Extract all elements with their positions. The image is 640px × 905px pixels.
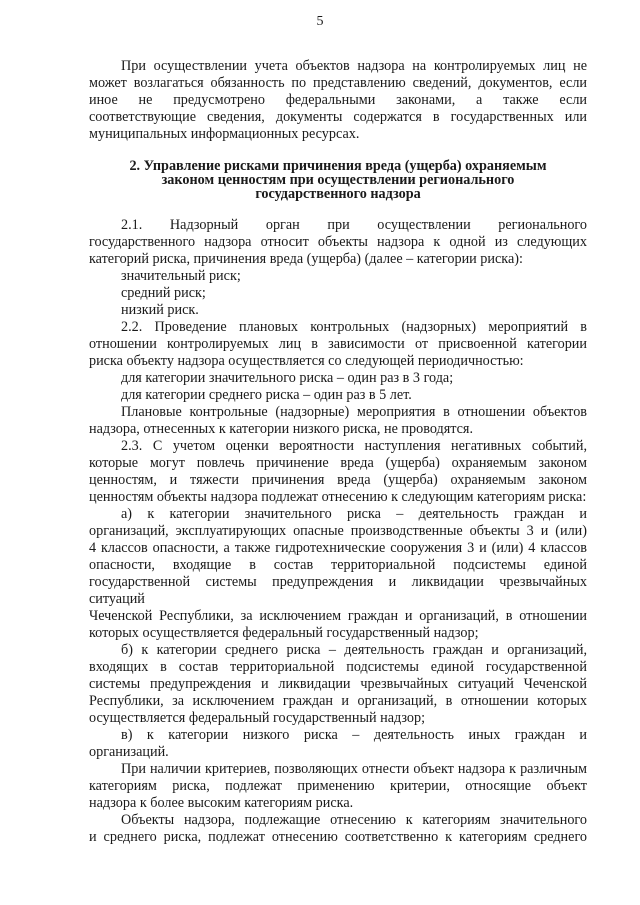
periodicity-list bbox=[89, 370, 587, 404]
document-body bbox=[89, 58, 587, 846]
text-line: Плановые контрольные (надзорные) мероприятия в отношении объектов bbox=[121, 404, 587, 420]
text-line: 4 классов опасности, а также гидротехнические сооружения 3 и (или) 4 классов bbox=[89, 540, 587, 556]
text-line: 2.1. Надзорный орган при осуществлении регионального bbox=[121, 217, 587, 233]
low-risk-note bbox=[89, 404, 587, 438]
risk-category-list bbox=[89, 268, 587, 319]
heading-line: 2. Управление рисками причинения вреда (ущерба) охраняемым bbox=[129, 158, 547, 174]
text-line: отношении контролируемых лиц в зависимости от присвоенной категории bbox=[89, 336, 587, 352]
text-line: Чеченской Республики, за исключением граждан и организаций, в отношении bbox=[89, 608, 587, 624]
text-line: в) к категории низкого риска – деятельность иных граждан и bbox=[121, 727, 587, 743]
text-line: опасности, входящие в состав территориальной подсистемы единой bbox=[89, 557, 587, 573]
criteria-note bbox=[89, 761, 587, 812]
text-line: 2.2. Проведение плановых контрольных (надзорных) мероприятий в bbox=[121, 319, 587, 335]
text-line: иное не предусмотрено федеральными законами, а также если bbox=[89, 92, 587, 108]
text-line: ценностям, и тяжести причинения вреда (ущерба) охраняемым законом bbox=[89, 472, 587, 488]
heading-line: законом ценностям при осуществлении регионального bbox=[161, 172, 515, 188]
text-line: 2.3. С учетом оценки вероятности наступления негативных событий, bbox=[121, 438, 587, 454]
text-line: осуществляется федеральный государственный надзор; bbox=[89, 710, 426, 726]
text-line: Республики, за исключением граждан и организаций, в отношении которых bbox=[89, 693, 587, 709]
list-item: для категории среднего риска – один раз в 5 лет. bbox=[121, 387, 412, 403]
intro-paragraph bbox=[89, 58, 587, 143]
text-line: которые могут повлечь причинение вреда (ущерба) охраняемым законом bbox=[89, 455, 587, 471]
text-line: Объекты надзора, подлежащие отнесению к категориям значительного bbox=[121, 812, 587, 828]
item-c bbox=[89, 727, 587, 761]
text-line: организаций. bbox=[89, 744, 169, 760]
section-heading bbox=[89, 159, 587, 201]
text-line: которых осуществляется федеральный государственный надзор; bbox=[89, 625, 479, 641]
paragraph-2-2 bbox=[89, 319, 587, 370]
text-line: государственной системы предупреждения и ликвидации чрезвычайных ситуаций bbox=[89, 574, 587, 607]
text-line: системы предупреждения и ликвидации чрезвычайных ситуаций Чеченской bbox=[89, 676, 587, 692]
text-line: категориям риска, подлежат применению критерии, относящие объект bbox=[89, 778, 587, 794]
text-line: ценностям объекты надзора подлежат отнесению к следующим категориям риска: bbox=[89, 489, 587, 505]
item-b bbox=[89, 642, 587, 727]
text-line: При осуществлении учета объектов надзора на контролируемых лиц не bbox=[121, 58, 587, 74]
item-a bbox=[89, 506, 587, 642]
text-line: а) к категории значительного риска – деятельность граждан и bbox=[121, 506, 587, 522]
list-item: значительный риск; bbox=[121, 268, 241, 284]
text-line: государственного надзора относит объекты надзора к одной из следующих bbox=[89, 234, 587, 250]
heading-line: государственного надзора bbox=[255, 186, 421, 202]
list-item: для категории значительного риска – один раз в 3 года; bbox=[121, 370, 454, 386]
text-line: входящих в состав территориальной подсистемы единой государственной bbox=[89, 659, 587, 675]
text-line: При наличии критериев, позволяющих отнести объект надзора к различным bbox=[121, 761, 587, 777]
text-line: соответствующие сведения, документы содержатся в государственных или bbox=[89, 109, 587, 125]
text-line: муниципальных информационных ресурсах. bbox=[89, 126, 360, 142]
list-item: низкий риск. bbox=[121, 302, 199, 318]
page-number: 5 bbox=[316, 14, 324, 29]
text-line: надзора к более высоким категориям риска. bbox=[89, 795, 354, 811]
paragraph-2-3 bbox=[89, 438, 587, 506]
text-line: риска объекту надзора осуществляется со следующей периодичностью: bbox=[89, 353, 524, 369]
text-line: категорий риска, причинения вреда (ущерба) (далее – категории риска): bbox=[89, 251, 523, 267]
text-line: б) к категории среднего риска – деятельность граждан и организаций, bbox=[121, 642, 587, 658]
paragraph-2-1 bbox=[89, 217, 587, 268]
text-line: организаций, эксплуатирующих опасные производственные объекты 3 и (или) bbox=[89, 523, 587, 539]
text-line: надзора, отнесенных к категории низкого риска, не проводятся. bbox=[89, 421, 473, 437]
final-paragraph bbox=[89, 812, 587, 846]
text-line: и среднего риска, подлежат отнесению соответственно к категориям среднего bbox=[89, 829, 587, 845]
text-line: может возлагаться обязанность по представлению сведений, документов, если bbox=[89, 75, 587, 91]
list-item: средний риск; bbox=[121, 285, 206, 301]
